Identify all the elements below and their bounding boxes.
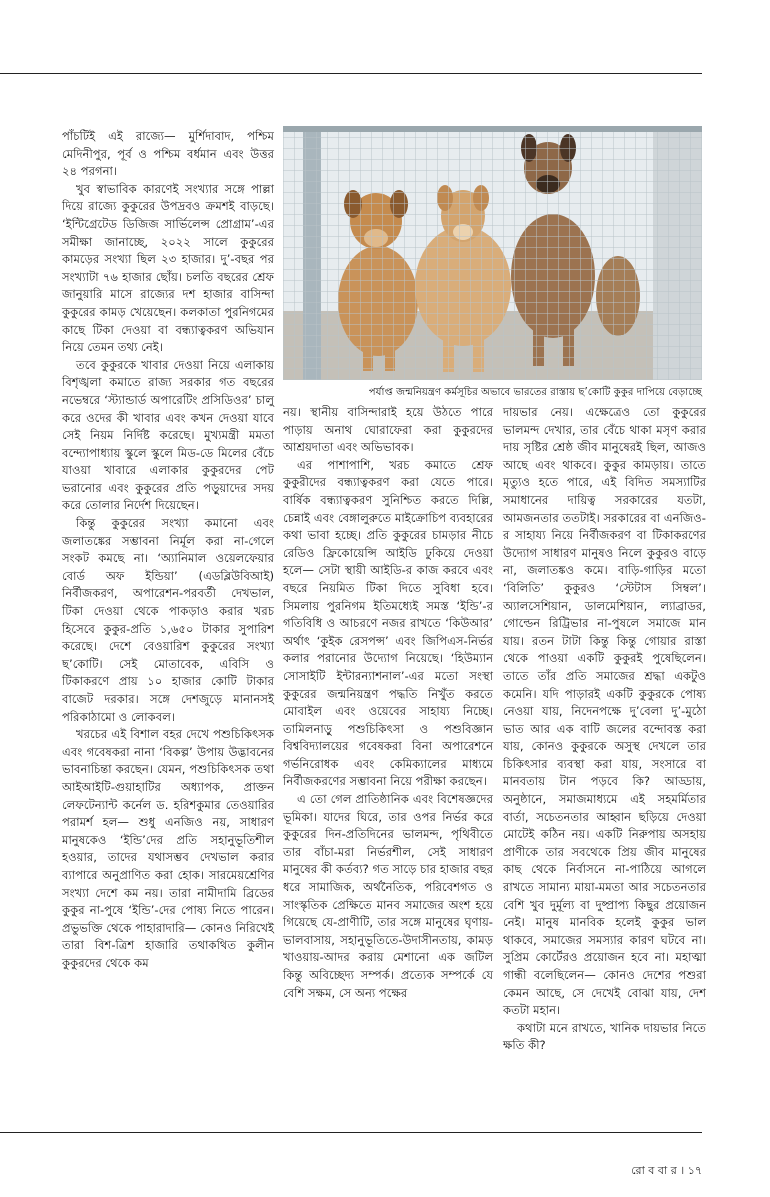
paragraph: খুব স্বাভাবিক কারণেই সংখ্যার সঙ্গে পাল্লা দিয়ে রাজ্যে কুকুরের উপদ্রবও ক্রমশই বাড়ছে। ‘ইন্টিগ্রেটেড ডিজিজ সার্ভিলেন্স প্রোগ্রাম’-এর সমীক্ষা জানাচ্ছে, ২০২২ সালে কুকুরের কামড়ের সংখ্যা ছিল ২৩ হাজার। দু’-বছর পর সংখ্যাটা ৭৬ হাজার ছোঁয়। চলতি বছরের শ্রেফ জানুয়ারি মাসে রাজ্যের দশ হাজার বাসিন্দা কুকুরের কামড় খেয়েছেন। কলকাতা পুরনিগমের কাছে টিকা দেওয়া বা বন্ধ্যাত্বকরণ অভিযান নিয়ে তেমন তথ্য নেই। (62, 181, 274, 355)
paragraph: তবে কুকুরকে খাবার দেওয়া নিয়ে এলাকায় বিশৃঙ্খলা কমাতে রাজ্য সরকার গত বছরের নভেম্বরে ‘স্ট্যান্ডার্ড অপারেটিং প্রসিডিওর’ চালু করে ওদের কী খাবার এবং কখন দেওয়া যাবে সেই নিয়ম নির্দিষ্ট করেছে। মুখ্যমন্ত্রী মমতা বন্দ্যোপাধ্যায় স্কুলে স্কুলে মিড-ডে মিলের বেঁচে যাওয়া খাবারে এলাকার কুকুরদের পেট ভরানোর এবং কুকুরের প্রতি পড়ুয়াদের সদয় করে তোলার নির্দেশ দিয়েছেন। (62, 357, 274, 513)
article-column-2 (283, 404, 493, 1002)
footer-rule (0, 1132, 702, 1133)
dogs-in-cage-photo (283, 126, 702, 380)
paragraph: দায়ভার নেয়। এক্ষেত্রেও তো কুকুরের ভালমন্দ দেখার, তার বেঁচে থাকা মসৃণ করার দায় সৃষ্টির শ্রেষ্ঠ জীব মানুষেরই ছিল, আজও আছে এবং থাকবে। কুকুর কামড়ায়। তাতে মৃত্যুও হতে পারে, এই বিদিত সমস্যাটির সমাধানের দায়িত্ব সরকারের যতটা, আমজনতার ততটাই। সরকারের বা এনজিও-র সাহায্য নিয়ে নির্বীজকরণ বা টিকাকরণের উদ্যোগ সাধারণ মানুষও নিলে কুকুরও বাড়ে না, জলাতঙ্কও কমে। বাড়ি-গাড়ির মতো ‘বিলিতি’ কুকুরও ‘স্টেটাস সিম্বল’। অ্যালসেশিয়ান, ডালমেশিয়ান, ল্যাব্রাডর, গোল্ডেন রিট্রিভার না-পুষলে সমাজে মান যায়। রতন টাটা কিন্তু কিন্তু গোয়ার রাস্তা থেকে পাওয়া একটি কুকুরই পুষেছিলেন। তাতে তাঁর প্রতি সমাজের শ্রদ্ধা একটুও কমেনি। যদি পাড়ারই একটি কুকুরকে পোষ্য নেওয়া যায়, নিদেনপক্ষে দু’বেলা দু’-মুঠো ভাত আর এক বাটি জলের বন্দোবস্ত করা যায়, কোনও কুকুরকে অসুস্থ দেখলে তার চিকিৎসার ব্যবস্থা করা যায়, সংসারে বা মানবতায় টান পড়বে কি? আড্ডায়, অনুষ্ঠানে, সমাজমাধ্যমে এই সহমর্মিতার বার্তা, সচেতনতার আহ্বান ছড়িয়ে দেওয়া মোটেই কঠিন নয়। একটি নিরুপায় অসহায় প্রাণীকে তার সবথেকে প্রিয় জীব মানুষের কাছ থেকে নির্বাসনে না-পাঠিয়ে আগলে রাখতে সামান্য মায়া-মমতা আর সচেতনতার বেশি খুব দুর্মূল্য বা দুষ্প্রাপ্য কিছুর প্রয়োজন নেই। মানুষ মানবিক হলেই কুকুর ভাল থাকবে, সমাজের সমস্যার কারণ ঘটবে না। সুপ্রিম কোর্টেরও প্রয়োজন হবে না। মহাত্মা গান্ধী বলেছিলেন— কোনও দেশের পশুরা কেমন আছে, সে দেখেই বোঝা যায়, দেশ কতটা মহান। (503, 405, 706, 1018)
page-footer: রো ব বা র । ১৭ (631, 1164, 702, 1177)
article-column-3 (503, 404, 706, 1055)
paragraph: এর পাশাপাশি, খরচ কমাতে শ্রেফ কুকুরীদের বন্ধ্যাত্বকরণ করা যেতে পারে। বার্ষিক বন্ধ্যাত্বকরণ সুনিশ্চিত করতে দিল্লি, চেন্নাই এবং বেঙ্গালুরুতে মাইক্রোচিপ ব্যবহারের কথা ভাবা হচ্ছে। প্রতি কুকুরের চামড়ার নীচে রেডিও ফ্রিকোয়েন্সি আইডি ঢুকিয়ে দেওয়া হলে— সেটা স্থায়ী আইডি-র কাজ করবে এবং বছরে নিয়মিত টিকা দিতে সুবিধা হবে। সিমলায় পুরনিগম ইতিমধ্যেই সমস্ত ‘ইন্ডি’-র গতিবিধি ও আচরণে নজর রাখতে ‘কিউআর’ অর্থাৎ ‘কুইক রেসপন্স’ এবং জিপিএস-নির্ভর কলার পরানোর উদ্যোগ নিয়েছে। ‘হিউম্যান সোসাইটি ইন্টারন্যাশনাল’-এর মতো সংস্থা কুকুরের জন্মনিয়ন্ত্রণ পদ্ধতি নিখুঁত করতে মোবাইল এবং ওয়েবের সাহায্য নিচ্ছে। তামিলনাড়ু পশুচিকিৎসা ও পশুবিজ্ঞান বিশ্ববিদ্যালয়ের গবেষকরা বিনা অপারেশনে গর্ভনিরোধক এবং কেমিক্যালের মাধ্যমে নির্বীজকরণের সম্ভাবনা নিয়ে পরীক্ষা করছেন। (283, 457, 493, 789)
article-column-1 (62, 128, 274, 973)
paragraph: পাঁচটিই এই রাজ্যে— মুর্শিদাবাদ, পশ্চিম মেদিনীপুর, পূর্ব ও পশ্চিম বর্ধমান এবং উত্তর ২৪ পরগনা। (62, 129, 274, 179)
header-rule (0, 73, 702, 74)
paragraph: নয়। স্থানীয় বাসিন্দারাই হয়ে উঠতে পারে পাড়ায় অনাথ ঘোরাফেরা করা কুকুরদের আশ্রয়দাতা এবং অভিভাবক। (283, 405, 493, 455)
paragraph: কিন্তু কুকুরের সংখ্যা কমানো এবং জলাতঙ্কের সম্ভাবনা নির্মূল করা না-গেলে সংকট কমছে না। ‘অ্যানিমাল ওয়েলফেয়ার বোর্ড অফ ইন্ডিয়া’ (এডব্লিউবিআই) নির্বীজকরণ, অপারেশন-পরবর্তী দেখভাল, টিকা দেওয়া থেকে পাকড়াও করার খরচ হিসেবে কুকুর-প্রতি ১,৬৫০ টাকার সুপারিশ করেছে। দেশে বেওয়ারিশ কুকুরের সংখ্যা ছ’কোটি। সেই মোতাবেক, এবিসি ও টিকাকরণে প্রায় ১০ হাজার কোটি টাকার বাজেট দরকার। সঙ্গে দেশজুড়ে মানানসই পরিকাঠামো ও লোকবল। (62, 516, 274, 724)
photo-caption: পর্যাপ্ত জন্মনিয়ন্ত্রণ কর্মসূচির অভাবে ভারতের রাস্তায় ছ’কোটি কুকুর দাপিয়ে বেড়াচ্ছে (368, 387, 702, 398)
paragraph: কথাটা মনে রাখতে, খানিক দায়ভার নিতে ক্ষতি কী? (503, 1020, 706, 1053)
paragraph: খরচের এই বিশাল বহর দেখে পশুচিকিৎসক এবং গবেষকরা নানা ‘বিকল্প’ উপায় উদ্ভাবনের ভাবনাচিন্তা করছেন। যেমন, পশুচিকিৎসক তথা আইআইটি-গুয়াহাটির অধ্যাপক, প্রাক্তন লেফটেন্যান্ট কর্নেল ড. হরিশকুমার তেওয়ারির পরামর্শ হল— শুধু এনজিও নয়, সাধারণ মানুষকেও ‘ইন্ডি’দের প্রতি সহানুভূতিশীল হওয়ার, তাদের যথাসম্ভব দেখভাল করার ব্যাপারে অনুপ্রাণিত করা হোক। সারমেয়শ্রেণির সংখ্যা দেশে কম নয়। তারা নামীদামি ব্রিডের কুকুর না-পুষে ‘ইন্ডি’-দের পোষ্য নিতে পারেন। প্রভুভক্তি থেকে পাহারাদারি— কোনও নিরিখেই তারা বিশ-ত্রিশ হাজারি তথাকথিত কুলীন কুকুরদের থেকে কম (62, 727, 274, 970)
paragraph: এ তো গেল প্রাতিষ্ঠানিক এবং বিশেষজ্ঞদের ভূমিকা। যাদের ঘিরে, তার ওপর নির্ভর করে কুকুরের দিন-প্রতিদিনের ভালমন্দ, পৃথিবীতে তার বাঁচা-মরা নির্ভরশীল, সেই সাধারণ মানুষের কী কর্তব্য? গত সাড়ে চার হাজার বছর ধরে সামাজিক, অর্থনৈতিক, পরিবেশগত ও সাংস্কৃতিক প্রেক্ষিতে মানব সমাজের অংশ হয়ে গিয়েছে যে-প্রাণীটি, তার সঙ্গে মানুষের ঘৃণায়-ভালবাসায়, সহানুভূতিতে-উদাসীনতায়, কামড় খাওয়ায়-আদর করায় মেশানো এক জটিল কিন্তু অবিচ্ছেদ্য সম্পর্ক। প্রত্যেক সম্পর্কে যে বেশি সক্ষম, সে অন্য পক্ষের (283, 792, 493, 1000)
